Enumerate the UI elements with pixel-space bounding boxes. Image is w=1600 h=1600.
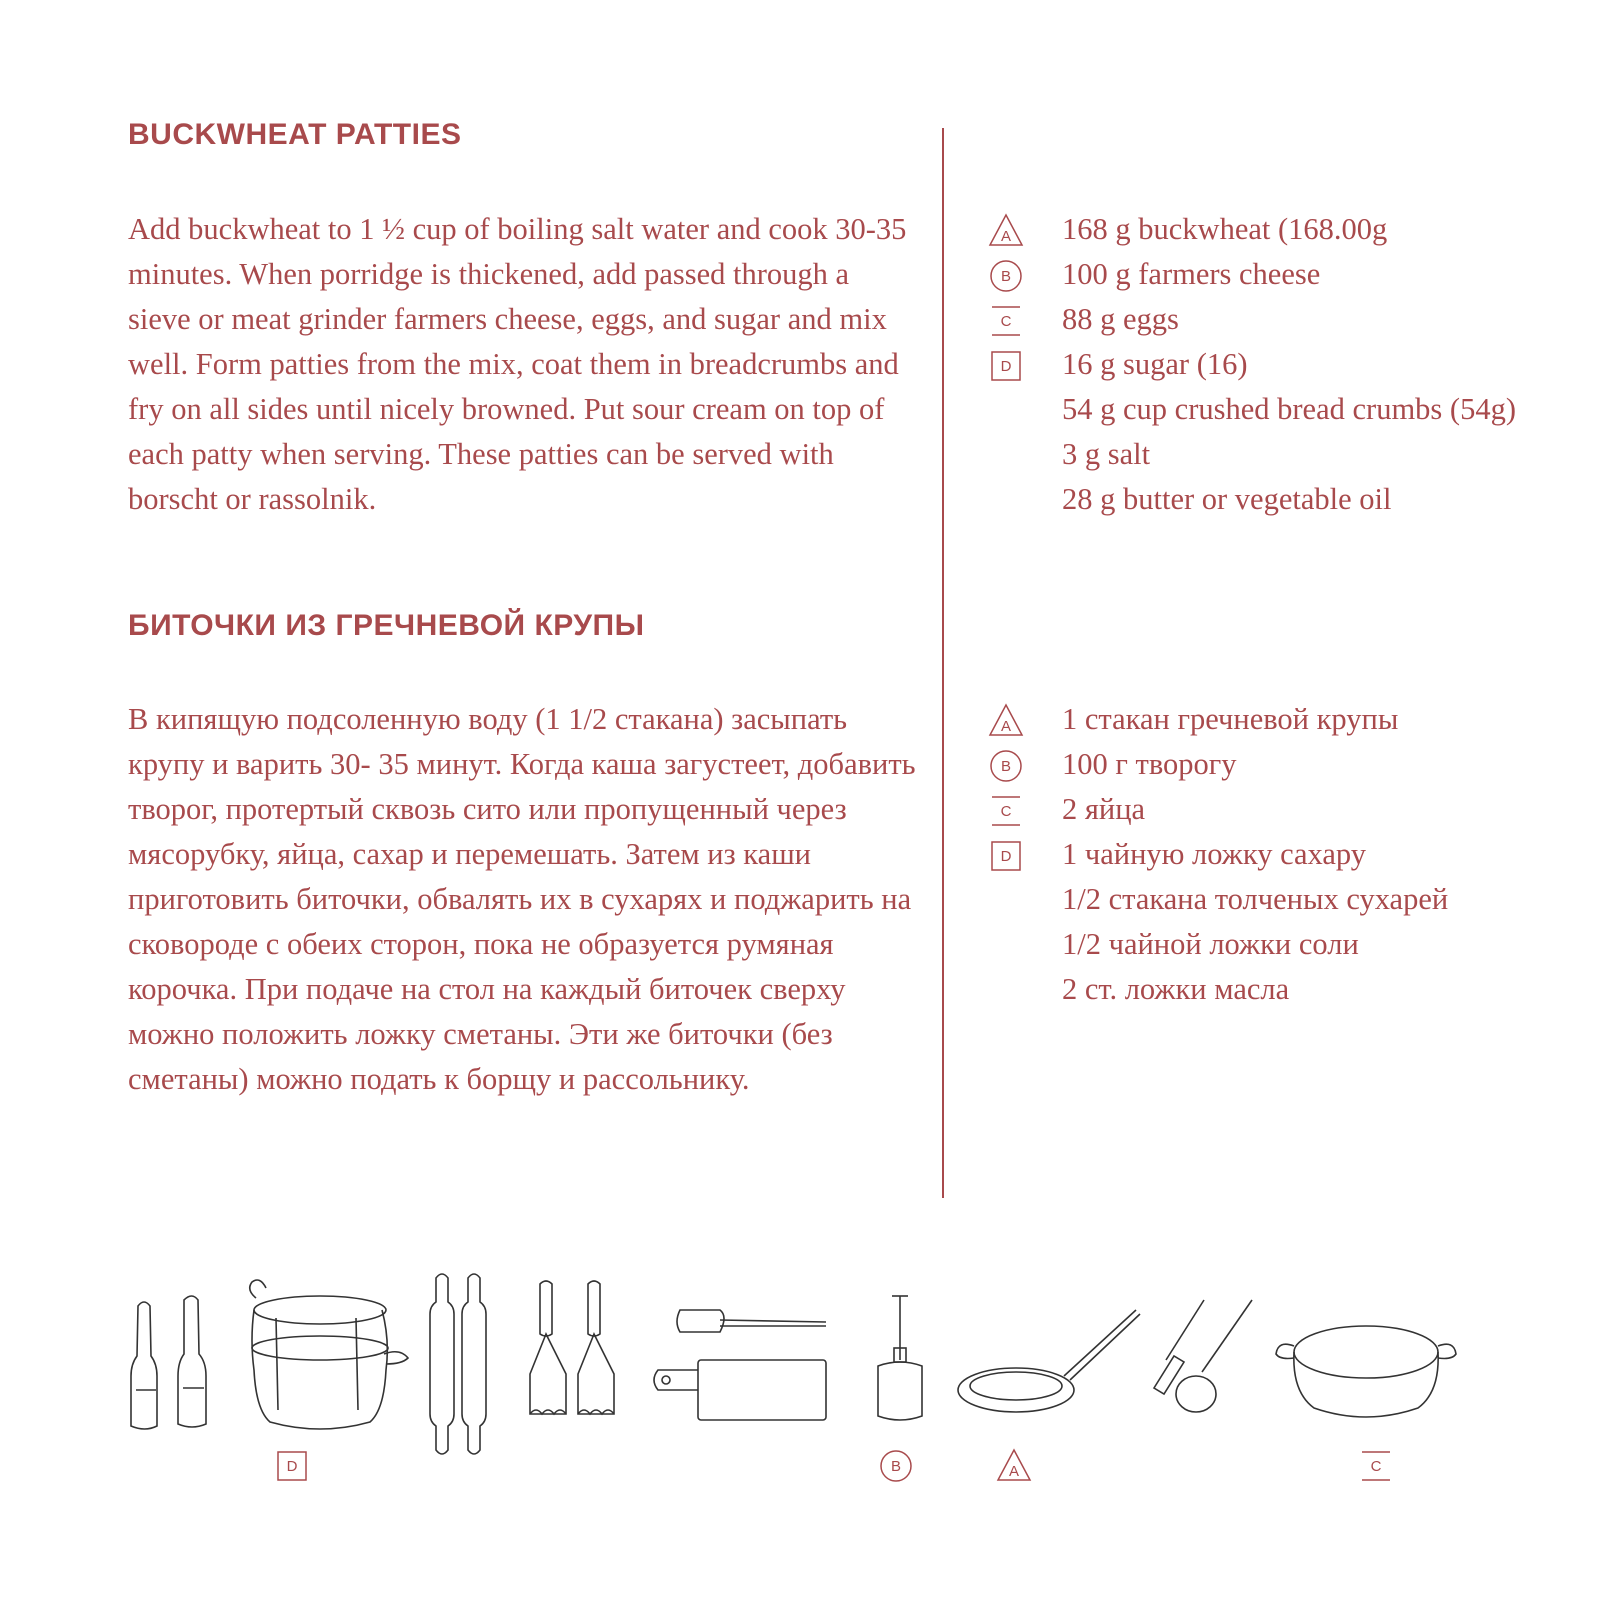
ingredient-item: 2 ст. ложки масла [1062, 972, 1290, 1006]
kitchen-tools-strip [126, 1270, 1486, 1480]
russian-ingredient-list [988, 697, 1568, 1012]
marker-c-icon [988, 303, 1024, 337]
stock-pot-illustration [250, 1280, 408, 1429]
potato-mashers-illustration [530, 1281, 614, 1414]
russian-title: БИТОЧКИ ИЗ ГРЕЧНЕВОЙ КРУПЫ [128, 609, 645, 642]
ingredient-item: 1/2 стакана толченых сухарей [1062, 882, 1449, 916]
marker-c-icon [988, 793, 1024, 827]
svg-text:B: B [890, 1458, 902, 1475]
svg-text:B: B [1000, 268, 1012, 285]
marker-b-icon [988, 258, 1024, 292]
svg-text:A: A [1000, 228, 1012, 245]
ingredient-item: A 168 g buckwheat (168.00g [988, 207, 1568, 252]
ingredient-item: C 88 g eggs [988, 297, 1568, 342]
english-title: BUCKWHEAT PATTIES [128, 118, 462, 151]
svg-text:C: C [1370, 1458, 1382, 1475]
english-instructions: Add buckwheat to 1 ½ cup of boiling salt water and cook 30-35 minutes. When porridge is thickened, add passed through a sieve or meat grinder farmers cheese, eggs, and sugar and mix well. Form patties from the mix, coat them in breadcrumbs and fry on all sides until nicely browned. Put sour cream on top of each patty when serving. These patties can be served with borscht or rassolnik. [128, 212, 907, 516]
svg-text:C: C [1000, 803, 1012, 820]
tool-marker-d-icon [274, 1448, 310, 1482]
russian-instructions: В кипящую подсоленную воду (1 1/2 стакана) засыпать крупу и варить 30- 35 минут. Когда каша загустеет, добавить творог, протертый сквозь сито или пропущенный через мясорубку, яйца, сахар и перемешать. Затем из каши приготовить биточки, обвалять их в сухарях и поджарить на сковороде с обеих сторон, пока не образуется румяная корочка. При подаче на стол на каждый биточек сверху можно положить ложку сметаны. Эти же биточки (без сметаны) можно подать к борщу и рассольнику. [128, 702, 916, 1096]
marker-d-icon [988, 348, 1024, 382]
svg-text:D: D [1000, 358, 1012, 375]
ingredient-item: B 100 g farmers cheese [988, 252, 1568, 297]
marker-d-icon [988, 838, 1024, 872]
svg-text:D: D [286, 1458, 298, 1475]
marker-b-icon [988, 748, 1024, 782]
tool-marker-b-icon [878, 1448, 914, 1482]
english-ingredient-list [988, 207, 1568, 522]
svg-text:C: C [1000, 313, 1012, 330]
svg-text:A: A [1008, 1463, 1020, 1480]
svg-text:B: B [1000, 758, 1012, 775]
marker-a-icon [988, 703, 1024, 737]
marker-a-icon [988, 213, 1024, 247]
ingredient-item: 28 g butter or vegetable oil [1062, 482, 1392, 516]
svg-text:D: D [1000, 848, 1012, 865]
ingredient-item: D 1 чайную ложку сахару [988, 832, 1568, 877]
ingredient-item: D 16 g sugar (16) [988, 342, 1568, 387]
frying-pan-and-utensils-illustration [958, 1300, 1252, 1412]
pestles-illustration [131, 1296, 206, 1429]
saute-pan-illustration [1276, 1326, 1456, 1417]
ingredient-item: A 1 стакан гречневой крупы [988, 697, 1568, 742]
ingredient-item: C 2 яйца [988, 787, 1568, 832]
grinder-illustration [878, 1296, 922, 1420]
ingredient-item: 3 g salt [1062, 437, 1151, 471]
spatula-and-cutting-board-illustration [654, 1310, 826, 1420]
tool-marker-a-icon [996, 1448, 1032, 1482]
kitchen-tools-illustrations [126, 1270, 1486, 1470]
ingredient-item: 1/2 чайной ложки соли [1062, 927, 1359, 961]
ingredient-item: 54 g cup crushed bread crumbs (54g) [1062, 392, 1516, 426]
ingredient-item: B 100 г творогу [988, 742, 1568, 787]
rolling-pins-illustration [430, 1274, 486, 1454]
svg-text:A: A [1000, 718, 1012, 735]
tool-marker-c-icon [1358, 1448, 1394, 1482]
column-divider [942, 128, 944, 1198]
